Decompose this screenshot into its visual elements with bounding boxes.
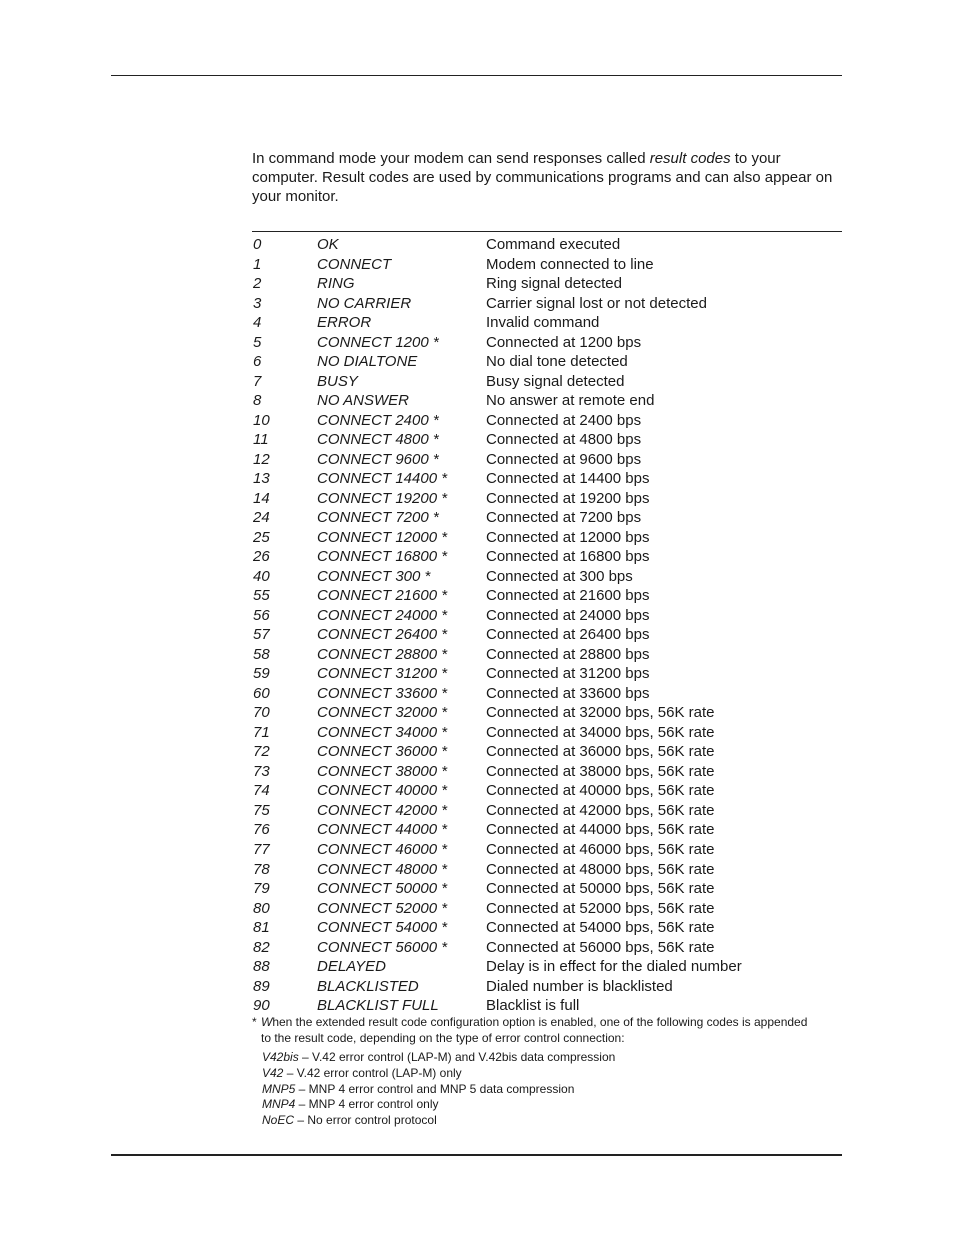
- code-meaning: Connected at 33600 bps: [486, 684, 650, 702]
- footnote: [252, 1015, 812, 1046]
- code-meaning: Busy signal detected: [486, 372, 625, 390]
- error-control-list: [262, 1050, 615, 1129]
- code-meaning: Connected at 48000 bps, 56K rate: [486, 860, 715, 878]
- result-code: 59: [253, 665, 270, 683]
- table-row: [252, 762, 842, 782]
- code-meaning: Connected at 54000 bps, 56K rate: [486, 919, 715, 937]
- error-control-description: – MNP 4 error control only: [295, 1097, 439, 1112]
- table-row: [252, 918, 842, 938]
- footnote-text: [261, 1015, 812, 1046]
- result-code: 12: [253, 450, 270, 468]
- result-code: 79: [253, 880, 270, 898]
- code-meaning: Connected at 50000 bps, 56K rate: [486, 880, 715, 898]
- verbose-code: CONNECT 54000 *: [317, 919, 448, 937]
- error-control-item: [262, 1113, 615, 1129]
- result-code: 90: [253, 997, 270, 1015]
- table-row: [252, 372, 842, 392]
- error-control-description: – No error control protocol: [294, 1113, 437, 1128]
- table-row: [252, 274, 842, 294]
- result-code: 74: [253, 782, 270, 800]
- code-meaning: Connected at 4800 bps: [486, 431, 642, 449]
- code-meaning: Connected at 26400 bps: [486, 626, 650, 644]
- result-code: 13: [253, 470, 270, 488]
- verbose-code: CONNECT 42000 *: [317, 801, 448, 819]
- verbose-code: CONNECT 38000 *: [317, 762, 448, 780]
- table-row: [252, 684, 842, 704]
- code-meaning: Invalid command: [486, 314, 600, 332]
- code-meaning: Connected at 1200 bps: [486, 333, 642, 351]
- result-code: 58: [253, 645, 270, 663]
- verbose-code: CONNECT 2400 *: [317, 411, 439, 429]
- table-row: [252, 899, 842, 919]
- result-code: 11: [253, 431, 269, 449]
- verbose-code: CONNECT 21600 *: [317, 587, 448, 605]
- verbose-code: CONNECT 31200 *: [317, 665, 448, 683]
- code-meaning: Connected at 44000 bps, 56K rate: [486, 821, 715, 839]
- table-row: [252, 333, 842, 353]
- footnote-body: hen the extended result code configuration option is enabled, one of the following codes is appended to the result code, depending on the type of error control connection:: [261, 1015, 808, 1045]
- verbose-code: NO ANSWER: [317, 392, 409, 410]
- code-meaning: Ring signal detected: [486, 275, 622, 293]
- result-code: 7: [253, 372, 262, 390]
- result-code: 71: [253, 723, 270, 741]
- verbose-code: CONNECT 33600 *: [317, 684, 448, 702]
- table-row: [252, 528, 842, 548]
- footnote-asterisk: *: [252, 1015, 257, 1029]
- table-row: [252, 996, 842, 1016]
- result-code: 81: [253, 919, 270, 937]
- result-code: 0: [253, 236, 262, 253]
- verbose-code: CONNECT 52000 *: [317, 899, 448, 917]
- code-meaning: Carrier signal lost or not detected: [486, 294, 707, 312]
- table-row: [252, 430, 842, 450]
- result-code: 8: [253, 392, 262, 410]
- table-row: [252, 938, 842, 958]
- result-code: 55: [253, 587, 270, 605]
- error-control-code: V42: [262, 1065, 284, 1080]
- verbose-code: CONNECT 34000 *: [317, 723, 448, 741]
- result-code: 3: [253, 294, 262, 312]
- verbose-code: CONNECT 300 *: [317, 567, 431, 585]
- code-meaning: Connected at 38000 bps, 56K rate: [486, 762, 715, 780]
- result-code: 25: [253, 528, 270, 546]
- code-meaning: Connected at 21600 bps: [486, 587, 650, 605]
- table-row: [252, 255, 842, 275]
- code-meaning: Connected at 300 bps: [486, 567, 633, 585]
- error-control-code: MNP5: [262, 1081, 296, 1096]
- result-code: 60: [253, 684, 270, 702]
- verbose-code: CONNECT 14400 *: [317, 470, 448, 488]
- error-control-item: [262, 1082, 615, 1098]
- result-code: 88: [253, 958, 270, 976]
- verbose-code: CONNECT 12000 *: [317, 528, 448, 546]
- verbose-code: CONNECT 56000 *: [317, 938, 448, 956]
- table-row: [252, 469, 842, 489]
- table-row: [252, 606, 842, 626]
- result-code: 73: [253, 762, 270, 780]
- verbose-code: CONNECT 24000 *: [317, 606, 448, 624]
- code-meaning: Connected at 28800 bps: [486, 645, 650, 663]
- code-meaning: Connected at 16800 bps: [486, 548, 650, 566]
- error-control-description: – MNP 4 error control and MNP 5 data compression: [295, 1081, 575, 1096]
- table-row: [252, 489, 842, 509]
- verbose-code: CONNECT 1200 *: [317, 333, 439, 351]
- result-code: 89: [253, 977, 270, 995]
- intro-emphasis: result codes: [649, 150, 731, 167]
- code-meaning: Connected at 7200 bps: [486, 509, 642, 527]
- header-rule: [111, 75, 842, 76]
- code-meaning: Connected at 31200 bps: [486, 665, 650, 683]
- verbose-code: NO CARRIER: [317, 294, 412, 312]
- error-control-item: [262, 1097, 615, 1113]
- code-meaning: Connected at 9600 bps: [486, 450, 642, 468]
- table-row: [252, 586, 842, 606]
- result-code: 82: [253, 938, 270, 956]
- verbose-code: CONNECT 16800 *: [317, 548, 448, 566]
- error-control-description: – V.42 error control (LAP-M) and V.42bis data compression: [298, 1050, 616, 1064]
- intro-text-after: to your computer. Result codes are used by communications programs and can also appear on your monitor.: [252, 150, 833, 205]
- verbose-code: BUSY: [317, 372, 358, 390]
- table-row: [252, 860, 842, 880]
- code-meaning: Connected at 24000 bps: [486, 606, 650, 624]
- table-row: [252, 664, 842, 684]
- table-row: [252, 411, 842, 431]
- code-meaning: Connected at 32000 bps, 56K rate: [486, 704, 715, 722]
- code-meaning: Connected at 34000 bps, 56K rate: [486, 723, 715, 741]
- result-code: 78: [253, 860, 270, 878]
- table-row: [252, 879, 842, 899]
- table-row: [252, 391, 842, 411]
- error-control-item: [262, 1050, 615, 1066]
- result-code: 76: [253, 821, 270, 839]
- table-top-rule: [252, 231, 842, 232]
- verbose-code: CONNECT 36000 *: [317, 743, 448, 761]
- footer-rule: [111, 1154, 842, 1156]
- code-meaning: Connected at 52000 bps, 56K rate: [486, 899, 715, 917]
- verbose-code: CONNECT 32000 *: [317, 704, 448, 722]
- result-code: 57: [253, 626, 270, 644]
- table-row: [252, 820, 842, 840]
- verbose-code: CONNECT 40000 *: [317, 782, 448, 800]
- result-code: 40: [253, 567, 270, 585]
- result-code: 80: [253, 899, 270, 917]
- error-control-code: NoEC: [262, 1113, 295, 1128]
- code-meaning: Modem connected to line: [486, 255, 654, 273]
- result-code: 72: [253, 743, 270, 761]
- verbose-code: BLACKLISTED: [317, 977, 419, 995]
- table-row: [252, 508, 842, 528]
- result-code: 75: [253, 801, 270, 819]
- result-code: 77: [253, 840, 270, 858]
- verbose-code: CONNECT 7200 *: [317, 509, 439, 527]
- verbose-code: DELAYED: [317, 958, 386, 976]
- table-row: [252, 723, 842, 743]
- code-meaning: Connected at 42000 bps, 56K rate: [486, 801, 715, 819]
- table-row: [252, 352, 842, 372]
- result-code: 5: [253, 333, 262, 351]
- error-control-item: [262, 1066, 615, 1082]
- verbose-code: OK: [317, 236, 339, 253]
- result-code: 4: [253, 314, 262, 332]
- table-row: [252, 235, 842, 255]
- table-row: [252, 625, 842, 645]
- footnote-initial: W: [261, 1015, 273, 1029]
- intro-paragraph: [252, 149, 842, 206]
- table-row: [252, 450, 842, 470]
- result-code: 26: [253, 548, 270, 566]
- verbose-code: CONNECT 19200 *: [317, 489, 448, 507]
- code-meaning: Connected at 19200 bps: [486, 489, 650, 507]
- error-control-code: MNP4: [262, 1097, 296, 1112]
- table-row: [252, 294, 842, 314]
- error-control-description: – V.42 error control (LAP-M) only: [283, 1065, 462, 1080]
- table-row: [252, 645, 842, 665]
- code-meaning: No answer at remote end: [486, 392, 655, 410]
- code-meaning: Command executed: [486, 236, 621, 253]
- result-code: 2: [253, 275, 262, 293]
- table-row: [252, 957, 842, 977]
- table-row: [252, 313, 842, 333]
- verbose-code: CONNECT: [317, 255, 392, 273]
- code-meaning: Blacklist is full: [486, 997, 580, 1015]
- result-codes-table: [252, 235, 842, 1016]
- verbose-code: RING: [317, 275, 355, 293]
- code-meaning: Connected at 14400 bps: [486, 470, 650, 488]
- code-meaning: Connected at 12000 bps: [486, 528, 650, 546]
- error-control-code: V42bis: [262, 1050, 299, 1064]
- code-meaning: No dial tone detected: [486, 353, 628, 371]
- result-code: 14: [253, 489, 270, 507]
- table-row: [252, 547, 842, 567]
- table-row: [252, 840, 842, 860]
- result-code: 6: [253, 353, 262, 371]
- verbose-code: BLACKLIST FULL: [317, 997, 439, 1015]
- verbose-code: CONNECT 4800 *: [317, 431, 439, 449]
- table-row: [252, 801, 842, 821]
- verbose-code: CONNECT 26400 *: [317, 626, 448, 644]
- table-row: [252, 781, 842, 801]
- code-meaning: Connected at 56000 bps, 56K rate: [486, 938, 715, 956]
- table-row: [252, 567, 842, 587]
- result-code: 56: [253, 606, 270, 624]
- verbose-code: CONNECT 46000 *: [317, 840, 448, 858]
- verbose-code: CONNECT 48000 *: [317, 860, 448, 878]
- result-code: 70: [253, 704, 270, 722]
- table-row: [252, 703, 842, 723]
- code-meaning: Dialed number is blacklisted: [486, 977, 673, 995]
- code-meaning: Connected at 46000 bps, 56K rate: [486, 840, 715, 858]
- table-row: [252, 742, 842, 762]
- code-meaning: Connected at 36000 bps, 56K rate: [486, 743, 715, 761]
- verbose-code: CONNECT 50000 *: [317, 880, 448, 898]
- verbose-code: CONNECT 44000 *: [317, 821, 448, 839]
- code-meaning: Connected at 40000 bps, 56K rate: [486, 782, 715, 800]
- result-code: 24: [253, 509, 270, 527]
- code-meaning: Delay is in effect for the dialed number: [486, 958, 742, 976]
- table-row: [252, 977, 842, 997]
- verbose-code: CONNECT 9600 *: [317, 450, 439, 468]
- verbose-code: ERROR: [317, 314, 372, 332]
- verbose-code: NO DIALTONE: [317, 353, 418, 371]
- intro-text-before: In command mode your modem can send responses called: [252, 150, 650, 167]
- result-code: 1: [253, 255, 262, 273]
- code-meaning: Connected at 2400 bps: [486, 411, 642, 429]
- verbose-code: CONNECT 28800 *: [317, 645, 448, 663]
- result-code: 10: [253, 411, 270, 429]
